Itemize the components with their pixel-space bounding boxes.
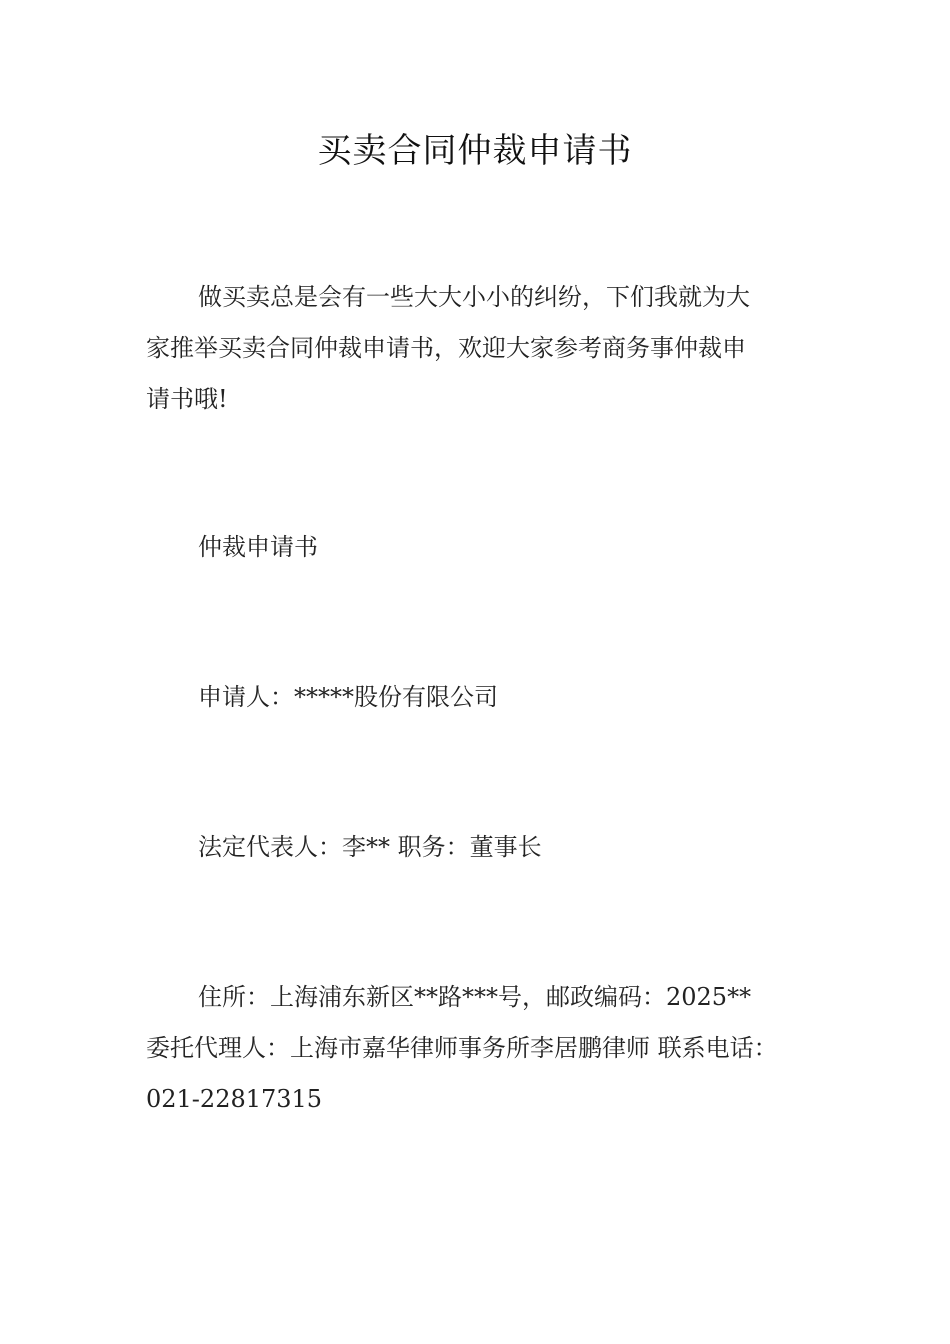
agent-line: 委托代理人：上海市嘉华律师事务所李居鹏律师 联系电话： [146, 1034, 778, 1062]
legal-representative-paragraph [146, 822, 818, 873]
phone-line: 021-22817315 [146, 1085, 323, 1113]
legal-representative-text: 法定代表人：李** 职务：董事长 [198, 833, 542, 861]
document-title: 买卖合同仲裁申请书 [317, 131, 633, 171]
section-subtitle [146, 522, 818, 573]
intro-paragraph [146, 272, 818, 425]
intro-line-2: 家推举买卖合同仲裁申请书，欢迎大家参考商务事仲裁申 [146, 334, 746, 362]
applicant-paragraph [146, 672, 818, 723]
subtitle-text: 仲裁申请书 [198, 533, 318, 561]
address-paragraph [146, 972, 818, 1125]
intro-line-3: 请书哦! [146, 385, 228, 413]
applicant-text: 申请人：*****股份有限公司 [198, 683, 498, 711]
address-line-1: 住所：上海浦东新区**路***号，邮政编码：2025** [198, 983, 752, 1011]
intro-line-1: 做买卖总是会有一些大大小小的纠纷，下们我就为大 [198, 283, 750, 311]
